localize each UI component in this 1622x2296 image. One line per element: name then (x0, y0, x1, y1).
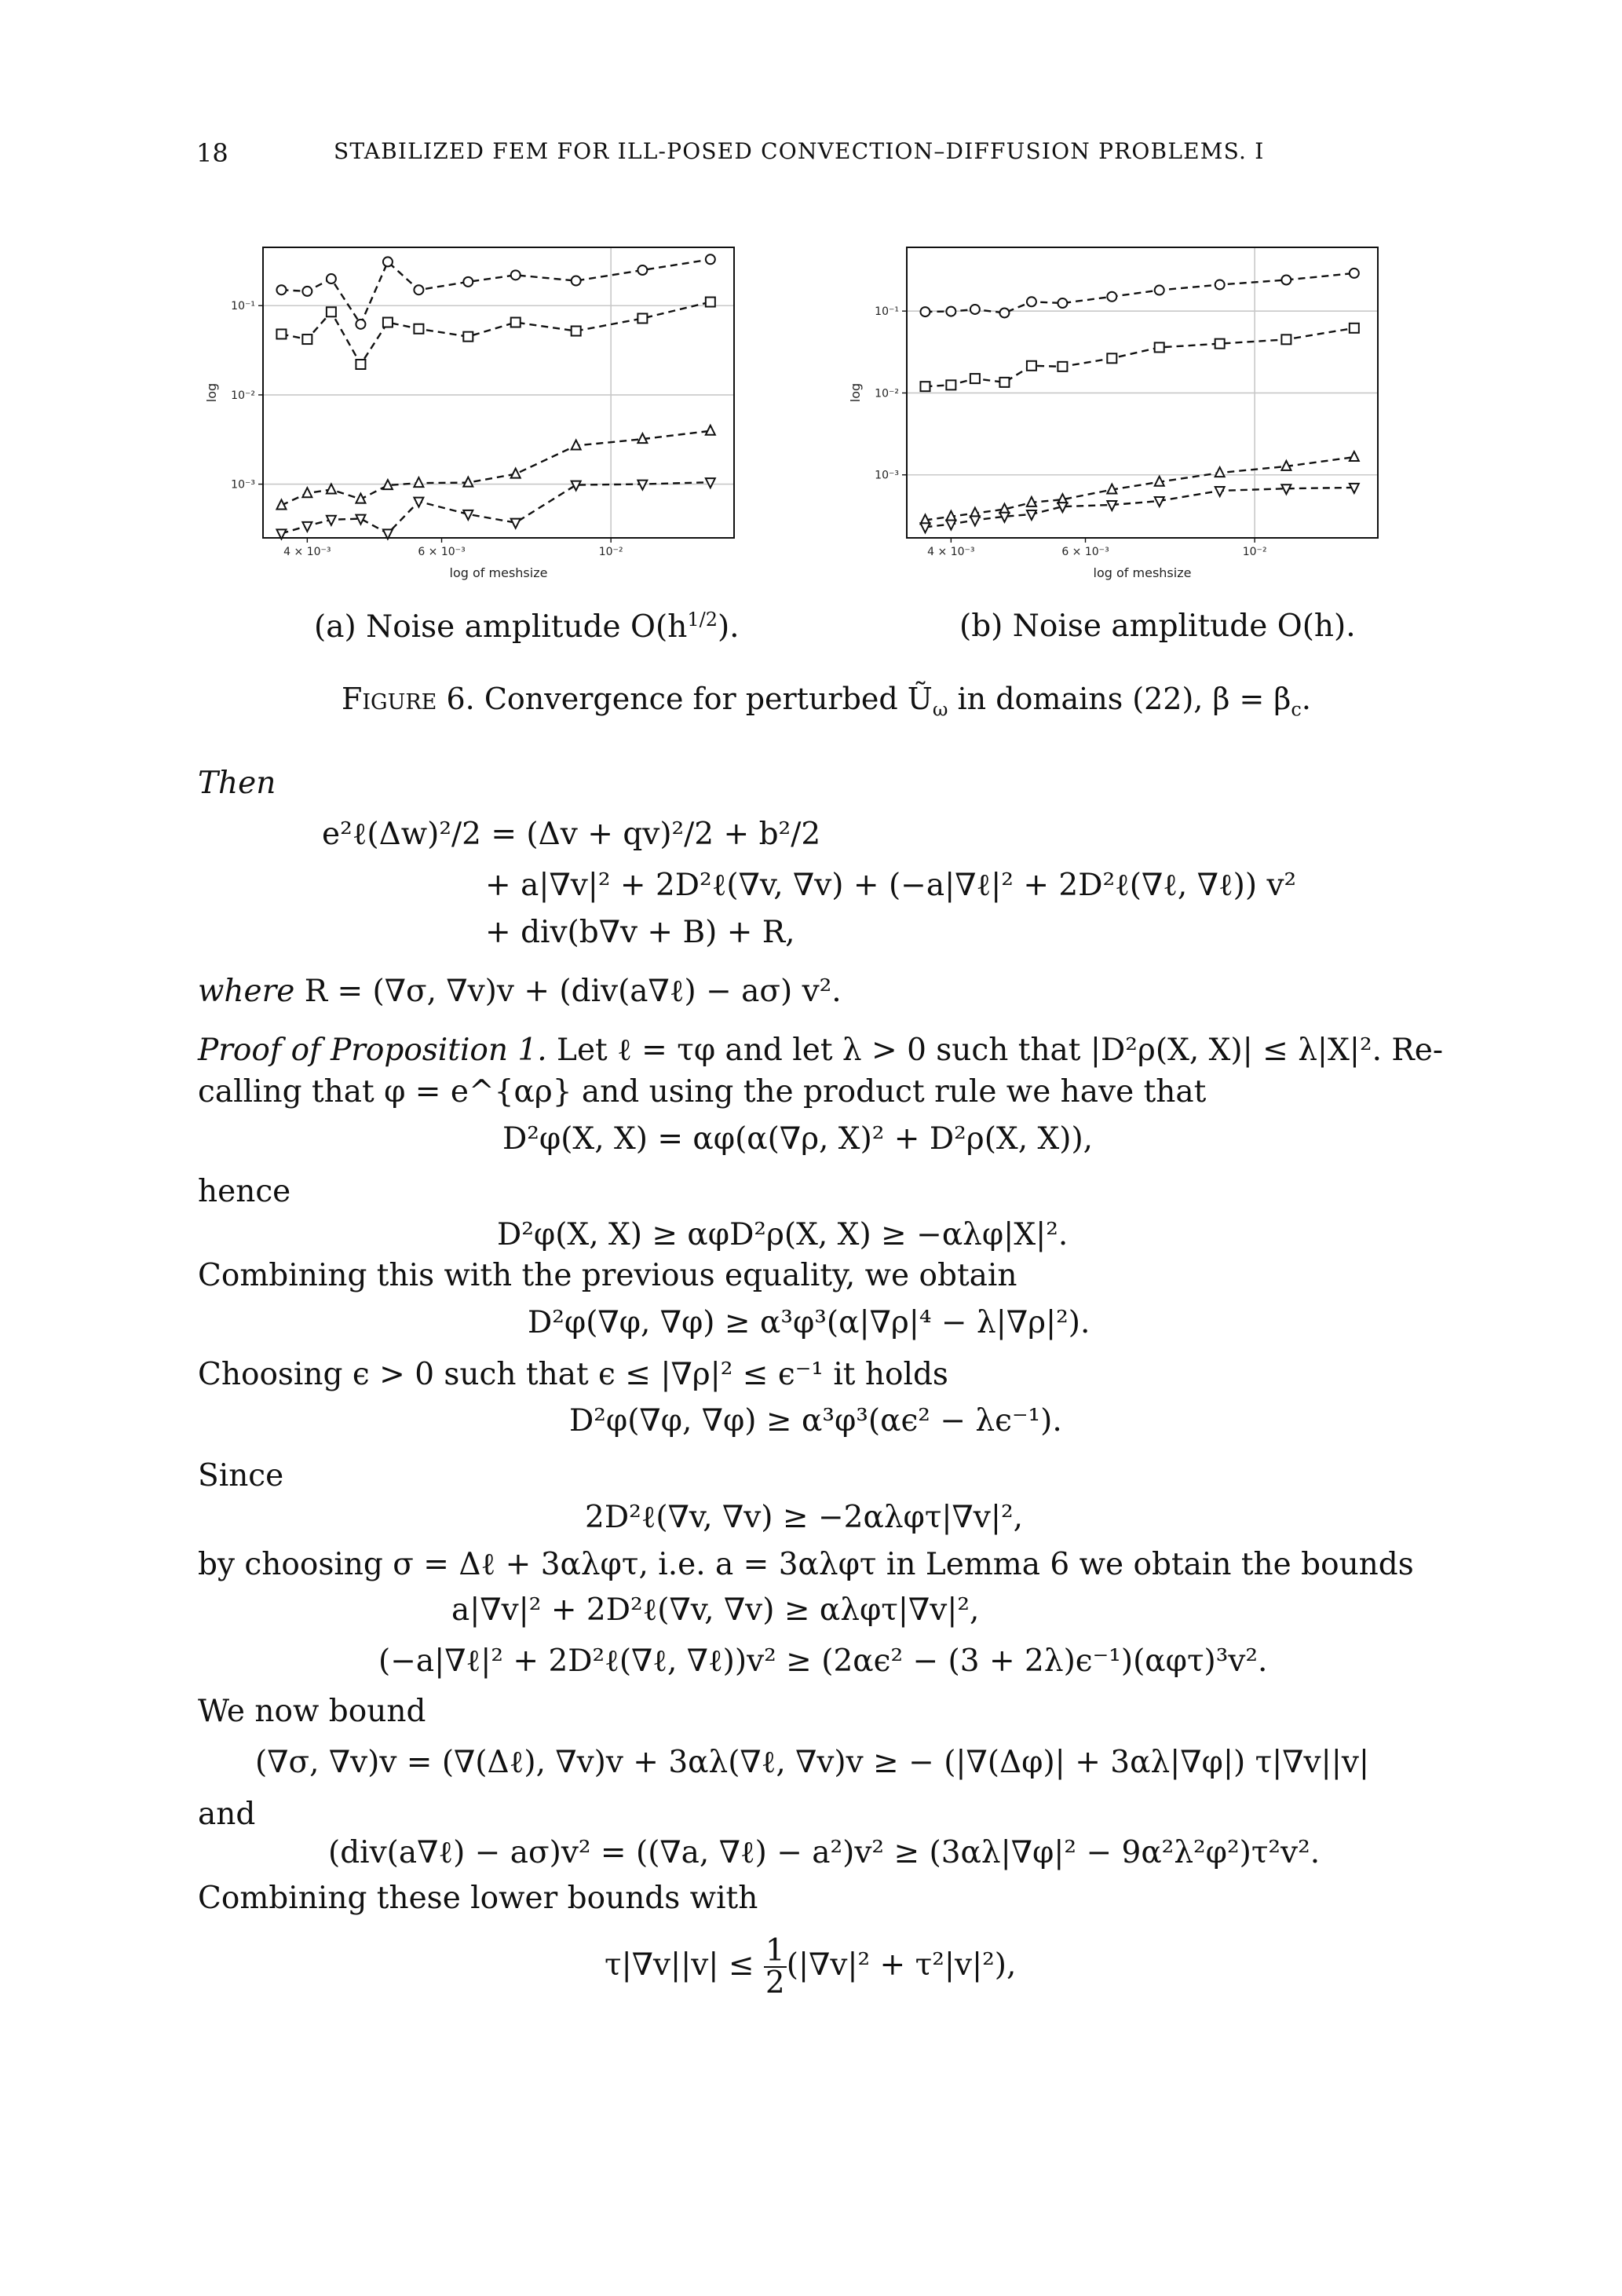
equation-8: (∇σ, ∇v)v = (∇(Δℓ), ∇v)v + 3αλ(∇ℓ, ∇v)v ≥ − (|∇(Δφ)| + 3αλ|∇φ|) τ|∇v||v| (255, 1745, 1370, 1780)
marker-square (572, 327, 581, 336)
combining-line-1: Combining this with the previous equality, we obtain (198, 1258, 1017, 1293)
marker-square (511, 318, 521, 327)
equation-7-line-2: (−a|∇ℓ|² + 2D²ℓ(∇ℓ, ∇ℓ))v² ≥ (2αϵ² − (3 + 2λ)ϵ⁻¹)(αφτ)³v². (378, 1643, 1268, 1679)
fraction-one-half: $\frac{1}{2}$ (765, 1933, 785, 2001)
marker-square (1027, 361, 1036, 371)
hence-label: hence (198, 1174, 291, 1209)
marker-square (356, 360, 365, 369)
marker-square (414, 324, 423, 334)
then-label: Then (198, 766, 276, 801)
marker-circle (511, 270, 521, 280)
marker-square (946, 380, 955, 389)
marker-circle (356, 320, 365, 329)
marker-square (999, 378, 1009, 387)
y-axis-label: log (848, 382, 863, 403)
marker-triangle-down (1155, 497, 1164, 506)
marker-square (383, 318, 393, 327)
y-tick-label: 10⁻³ (231, 478, 255, 492)
marker-square (302, 335, 312, 344)
x-tick-label: 6 × 10⁻³ (1061, 546, 1109, 558)
marker-square (1215, 339, 1225, 349)
marker-square (1281, 335, 1291, 344)
y-tick-label: 10⁻¹ (875, 305, 899, 319)
x-axis-label: log of meshsize (1093, 565, 1192, 580)
marker-square (276, 329, 286, 338)
marker-square (970, 374, 980, 383)
proof-line-2: calling that φ = e^{αρ} and using the product rule we have that (198, 1074, 1207, 1110)
x-tick-label: 10⁻² (1242, 546, 1267, 558)
series-line-triangle-down (925, 488, 1353, 527)
marker-circle (463, 277, 473, 287)
marker-square (706, 298, 715, 307)
marker-square (327, 307, 336, 316)
marker-circle (383, 257, 393, 266)
since-label: Since (198, 1458, 284, 1493)
page-number: 18 (196, 138, 228, 168)
marker-triangle-down (1027, 510, 1036, 520)
equation-1-line-3: + div(b∇v + B) + R, (485, 915, 795, 950)
marker-triangle (706, 426, 715, 435)
marker-triangle-down (302, 522, 312, 532)
marker-triangle-down (970, 516, 980, 525)
marker-square (637, 313, 647, 323)
marker-triangle-down (1107, 501, 1116, 510)
marker-square (1107, 353, 1116, 363)
marker-triangle (1215, 467, 1225, 477)
equation-2: D²φ(X, X) = αφ(α(∇ρ, X)² + D²ρ(X, X)), (502, 1121, 1094, 1157)
equation-4: D²φ(∇φ, ∇φ) ≥ α³φ³(α|∇ρ|⁴ − λ|∇ρ|²). (528, 1305, 1090, 1340)
marker-circle (920, 307, 930, 316)
marker-triangle (327, 484, 336, 493)
marker-circle (1107, 292, 1116, 302)
equation-1-line-2: + a|∇v|² + 2D²ℓ(∇v, ∇v) + (−a|∇ℓ|² + 2D²ℓ(∇ℓ, ∇ℓ)) v² (485, 868, 1297, 903)
marker-triangle-down (463, 510, 473, 520)
x-tick-label: 10⁻² (598, 546, 623, 558)
marker-circle (946, 307, 955, 316)
proof-line-1: Proof of Proposition 1. Let ℓ = τφ and let λ > 0 such that |D²ρ(X, X)| ≤ λ|X|². Re- (198, 1033, 1444, 1068)
marker-circle (706, 254, 715, 264)
equation-5: D²φ(∇φ, ∇φ) ≥ α³φ³(αϵ² − λϵ⁻¹). (569, 1403, 1062, 1439)
chart-panel-a (196, 232, 746, 601)
marker-square (1155, 342, 1164, 352)
marker-triangle-down (511, 519, 521, 528)
marker-square (1350, 324, 1359, 333)
marker-square (1058, 362, 1067, 371)
y-tick-label: 10⁻² (231, 389, 255, 402)
marker-triangle-down (920, 523, 930, 532)
x-tick-label: 6 × 10⁻³ (418, 546, 466, 558)
marker-circle (1058, 298, 1067, 308)
and-label: and (198, 1797, 256, 1832)
marker-square (920, 382, 930, 391)
marker-circle (1281, 276, 1291, 285)
equation-3: D²φ(X, X) ≥ αφD²ρ(X, X) ≥ −αλφ|X|². (497, 1217, 1069, 1252)
equation-6: 2D²ℓ(∇v, ∇v) ≥ −2αλφτ|∇v|², (585, 1500, 1023, 1535)
marker-square (463, 332, 473, 342)
where-line: where R = (∇σ, ∇v)v + (div(a∇ℓ) − aσ) v². (198, 974, 842, 1009)
marker-circle (637, 265, 647, 275)
y-tick-label: 10⁻³ (875, 469, 899, 482)
x-axis-label: log of meshsize (449, 565, 548, 580)
marker-circle (1155, 286, 1164, 295)
marker-triangle (414, 477, 423, 487)
figure-caption: Figure 6. Convergence for perturbed $Ũ_\omega$ in domains (22), $\beta = \beta_c$. (342, 682, 1311, 721)
marker-circle (970, 305, 980, 314)
chart-panel-b (840, 232, 1390, 601)
series-line-triangle-down (281, 482, 710, 533)
marker-circle (999, 308, 1009, 317)
series-line-square (281, 302, 710, 364)
marker-circle (414, 285, 423, 294)
equation-9: (div(a∇ℓ) − aσ)v² = ((∇a, ∇ℓ) − a²)v² ≥ (3αλ|∇φ|² − 9α²λ²φ²)τ²v². (328, 1835, 1321, 1870)
bychoosing-line: by choosing σ = Δℓ + 3αλφτ, i.e. a = 3αλφτ in Lemma 6 we obtain the bounds (198, 1547, 1414, 1582)
marker-circle (1350, 269, 1359, 278)
figure-label: Figure 6. (342, 682, 475, 716)
marker-triangle-down (946, 521, 955, 530)
marker-triangle (511, 469, 521, 478)
equation-7-line-1: a|∇v|² + 2D²ℓ(∇v, ∇v) ≥ αλφτ|∇v|², (451, 1592, 980, 1628)
choosing-line: Choosing ϵ > 0 such that ϵ ≤ |∇ρ|² ≤ ϵ⁻¹ it holds (198, 1357, 948, 1392)
y-tick-label: 10⁻¹ (231, 300, 255, 313)
y-axis-label: log (204, 382, 219, 403)
running-title: STABILIZED FEM FOR ILL-POSED CONVECTION–DIFFUSION PROBLEMS. I (334, 138, 1265, 164)
marker-circle (327, 274, 336, 283)
equation-10: τ|∇v||v| ≤ $\frac{1}{2}$ (|∇v|² + τ²|v|²), (605, 1933, 1017, 2001)
marker-triangle (302, 488, 312, 497)
wenow-line: We now bound (198, 1694, 426, 1729)
marker-circle (302, 287, 312, 296)
marker-circle (1215, 280, 1225, 290)
equation-1-line-1: e²ℓ(Δw)²/2 = (Δv + qv)²/2 + b²/2 (322, 817, 821, 852)
marker-triangle-down (706, 478, 715, 488)
x-tick-label: 4 × 10⁻³ (283, 546, 331, 558)
subcaption-a: (a) Noise amplitude $O(h^{1/2})$. (314, 609, 740, 645)
marker-circle (276, 285, 286, 294)
marker-triangle (1350, 452, 1359, 461)
plot-frame (263, 247, 734, 538)
combining-line-2: Combining these lower bounds with (198, 1881, 758, 1916)
y-tick-label: 10⁻² (875, 387, 899, 400)
marker-circle (1027, 297, 1036, 306)
subcaption-b: (b) Noise amplitude O(h). (959, 609, 1356, 644)
x-tick-label: 4 × 10⁻³ (927, 546, 975, 558)
marker-circle (572, 276, 581, 286)
